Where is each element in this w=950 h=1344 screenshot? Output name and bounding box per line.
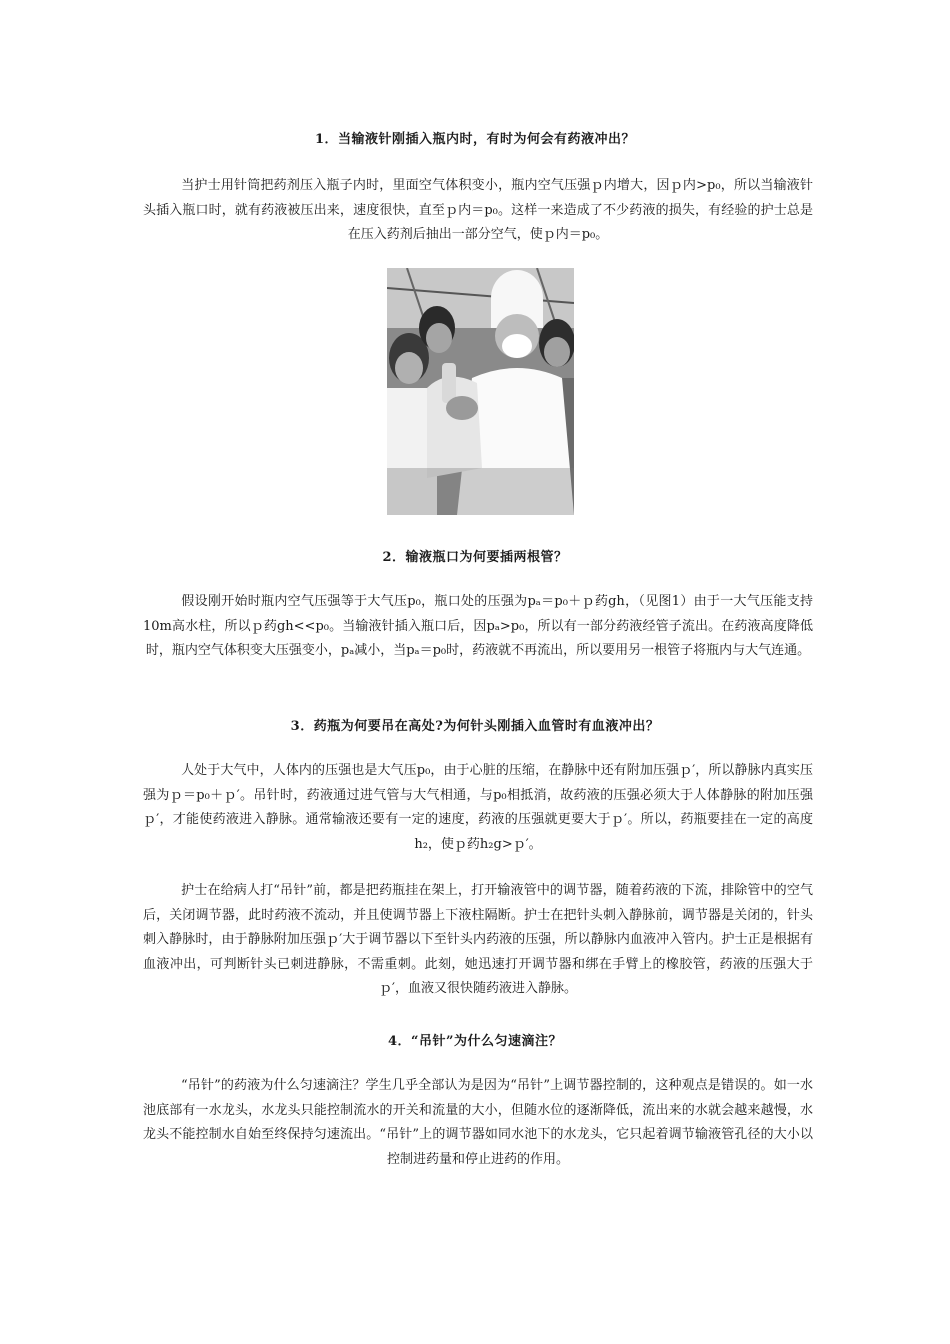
section-4-heading: 4．“吊针”为什么匀速滴注？	[387, 1034, 562, 1049]
nurse-demonstration-photo	[387, 268, 574, 515]
section-3-paragraph-1	[143, 759, 813, 857]
section-1-heading: 1．当输液针刚插入瓶内时，有时为何会有药液冲出？	[314, 132, 636, 147]
photo-illustration	[387, 268, 574, 515]
section-3-paragraph-2	[143, 879, 813, 1002]
section-4-paragraph-text: “吊针”的药液为什么匀速滴注？学生几乎全部认为是因为“吊针”上调节器控制的，这种观点是错误的。如一水池底部有一水龙头，水龙头只能控制流水的开关和流量的大小，但随水位的逐渐降低，流出来的水就会越来越慢，水龙头不能控制水自始至终保持匀速流出。“吊针”上的调节器如同水池下的水龙头，它只起着调节输液管孔径的大小以控制进药量和停止进药的作用。	[143, 1078, 813, 1167]
section-4-paragraph	[143, 1074, 813, 1172]
section-2-paragraph-text: 假设刚开始时瓶内空气压强等于大气压p₀，瓶口处的压强为pₐ＝p₀＋ｐ药gh，（见图1）由于一大气压能支持10m高水柱，所以ｐ药gh<<p₀。当输液针插入瓶口后，因pₐ>p₀，所以有一部分药液经管子流出。在药液高度降低时，瓶内空气体积变大压强变小，pₐ减小，当pₐ＝p₀时，药液就不再流出，所以要用另一根管子将瓶内与大气连通。	[143, 594, 813, 658]
section-3-paragraph-1-text: 人处于大气中，人体内的压强也是大气压p₀，由于心脏的压缩，在静脉中还有附加压强ｐ′，所以静脉内真实压强为ｐ＝p₀＋ｐ′。吊针时，药液通过进气管与大气相通，与p₀相抵消，故药液的压强必须大于人体静脉的附加压强ｐ′，才能使药液进入静脉。通常输液还要有一定的速度，药液的压强就更要大于ｐ′。所以，药瓶要挂在一定的高度h₂，使ｐ药h₂g>ｐ′。	[143, 763, 813, 852]
section-1-paragraph-text: 当护士用针筒把药剂压入瓶子内时，里面空气体积变小，瓶内空气压强ｐ内增大，因ｐ内>p₀，所以当输液针头插入瓶口时，就有药液被压出来，速度很快，直至ｐ内＝p₀。这样一来造成了不少药液的损失，有经验的护士总是在压入药剂后抽出一部分空气，使ｐ内＝p₀。	[143, 178, 813, 242]
section-1-paragraph	[143, 174, 813, 248]
section-2-paragraph	[143, 590, 813, 664]
section-3-paragraph-2-text: 护士在给病人打“吊针”前，都是把药瓶挂在架上，打开输液管中的调节器，随着药液的下流，排除管中的空气后，关闭调节器，此时药液不流动，并且使调节器上下液柱隔断。护士在把针头刺入静脉前，调节器是关闭的，针头刺入静脉时，由于静脉附加压强ｐ′大于调节器以下至针头内药液的压强，所以静脉内血液冲入管内。护士正是根据有血液冲出，可判断针头已刺进静脉，不需重刺。此刻，她迅速打开调节器和绑在手臂上的橡胶管，药液的压强大于ｐ′，血液又很快随药液进入静脉。	[143, 883, 813, 996]
section-3-heading: 3．药瓶为何要吊在高处?为何针头刚插入血管时有血液冲出？	[290, 719, 660, 734]
section-2-heading: 2．输液瓶口为何要插两根管？	[382, 550, 568, 565]
